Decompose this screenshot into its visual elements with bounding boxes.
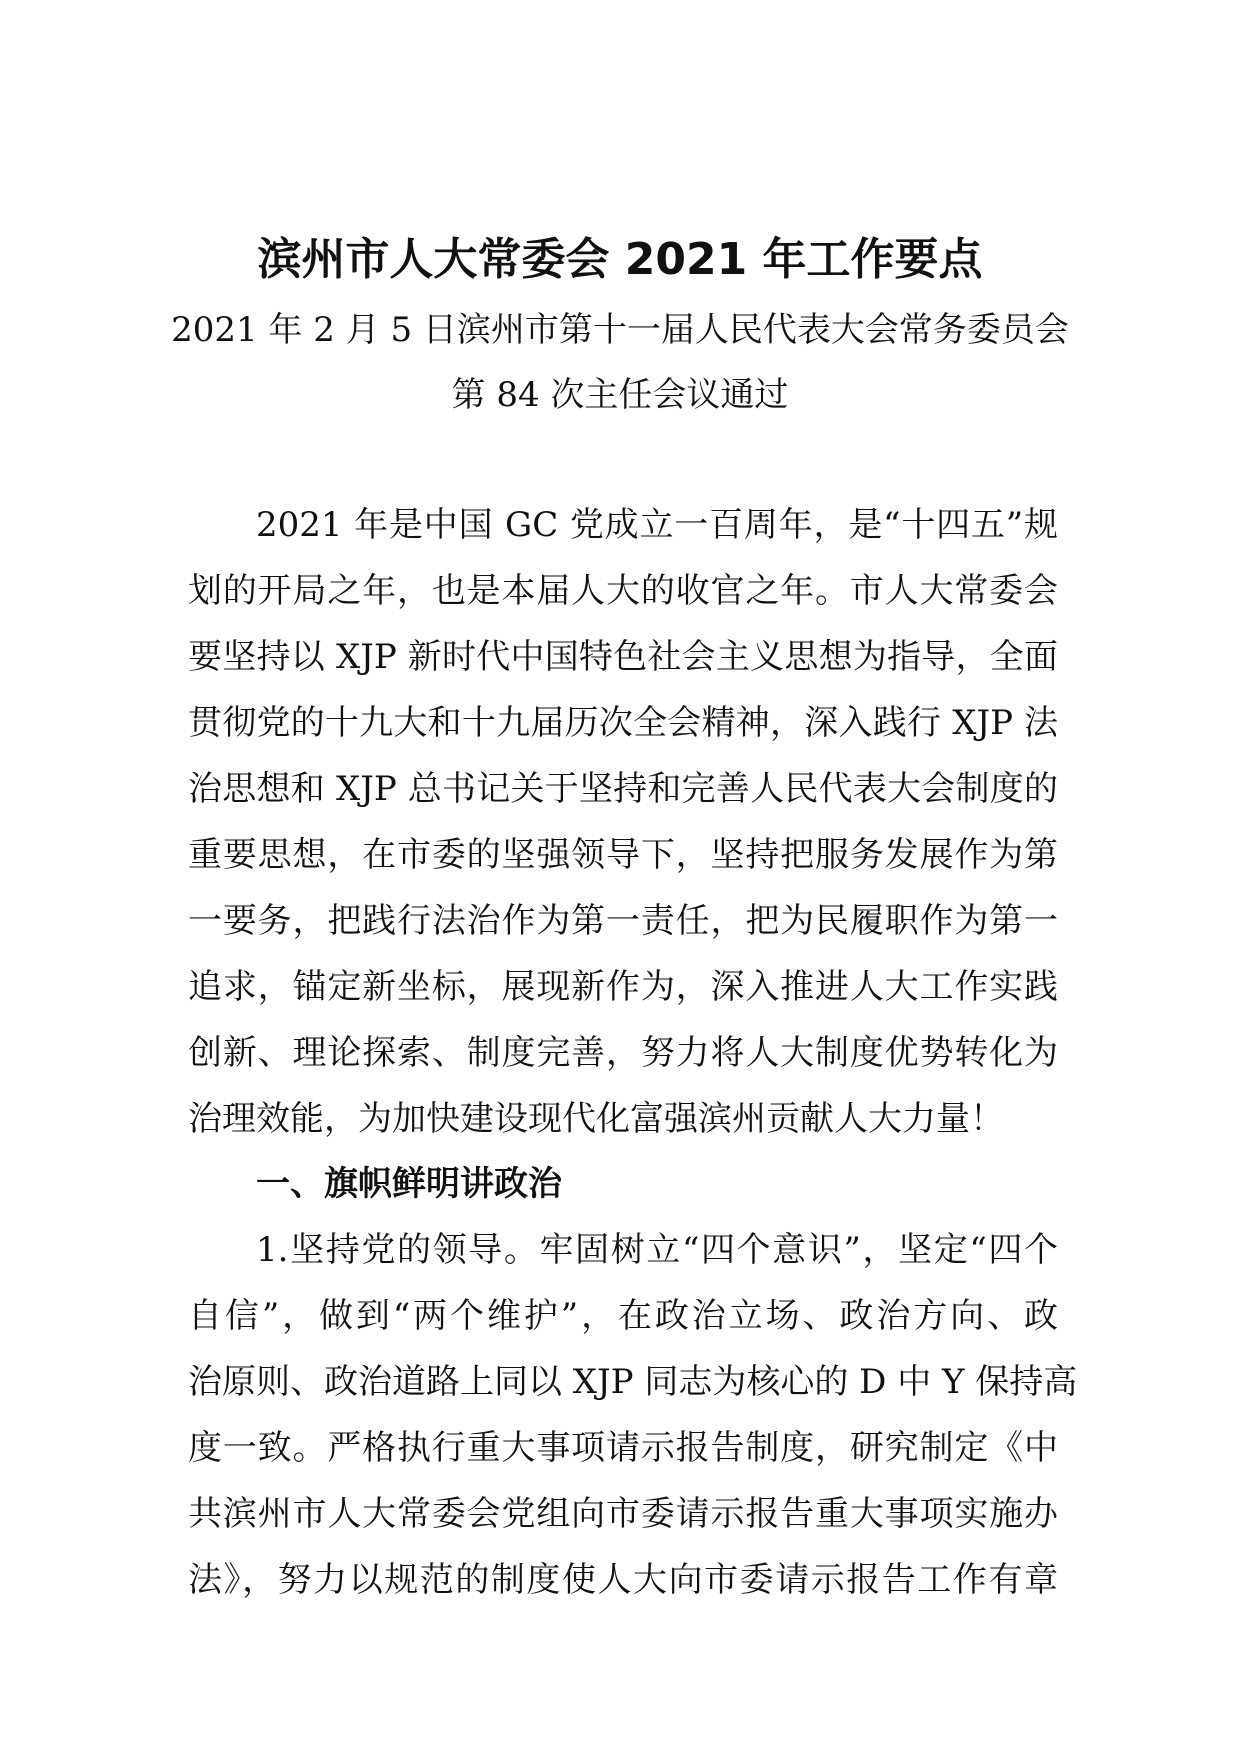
paragraph-line: 共滨州市人大常委会党组向市委请示报告重大事项实施办 — [188, 1494, 1058, 1534]
section-heading: 一、旗帜鲜明讲政治 — [256, 1164, 562, 1204]
paragraph-line: 度一致。严格执行重大事项请示报告制度，研究制定《中 — [188, 1428, 1058, 1468]
document-title: 滨州市人大常委会 2021 年工作要点 — [257, 234, 983, 285]
paragraph-line: 1.坚持党的领导。牢固树立“四个意识”，坚定“四个 — [256, 1230, 1058, 1270]
paragraph-line: 重要思想，在市委的坚强领导下，坚持把服务发展作为第 — [188, 835, 1058, 875]
paragraph-line: 法》，努力以规范的制度使人大向市委请示报告工作有章 — [188, 1560, 1058, 1600]
paragraph-line: 自信”，做到“两个维护”，在政治立场、政治方向、政 — [188, 1296, 1058, 1336]
document-subtitle-line-1: 2021 年 2 月 5 日滨州市第十一届人民代表大会常务委员会 — [171, 310, 1069, 350]
paragraph-line: 贯彻党的十九大和十九届历次全会精神，深入践行 XJP 法 — [188, 703, 1058, 743]
paragraph-line: 要坚持以 XJP 新时代中国特色社会主义思想为指导，全面 — [188, 637, 1058, 677]
section-paragraph — [188, 1217, 1078, 1613]
paragraph-line: 创新、理论探索、制度完善，努力将人大制度优势转化为 — [188, 1033, 1058, 1073]
document-subtitle-line-2: 第 84 次主任会议通过 — [451, 375, 789, 415]
paragraph-line: 治理效能，为加快建设现代化富强滨州贡献人大力量！ — [188, 1099, 1004, 1139]
paragraph-line: 划的开局之年，也是本届人大的收官之年。市人大常委会 — [188, 571, 1058, 611]
paragraph-line: 治思想和 XJP 总书记关于坚持和完善人民代表大会制度的 — [188, 769, 1058, 809]
paragraph-line: 追求，锚定新坐标，展现新作为，深入推进人大工作实践 — [188, 967, 1058, 1007]
paragraph-line: 2021 年是中国 GC 党成立一百周年，是“十四五”规 — [256, 505, 1058, 545]
paragraph-line: 一要务，把践行法治作为第一责任，把为民履职作为第一 — [188, 901, 1058, 941]
paragraph-line: 治原则、政治道路上同以 XJP 同志为核心的 D 中 Y 保持高 — [188, 1362, 1078, 1402]
intro-paragraph — [188, 492, 1058, 1152]
